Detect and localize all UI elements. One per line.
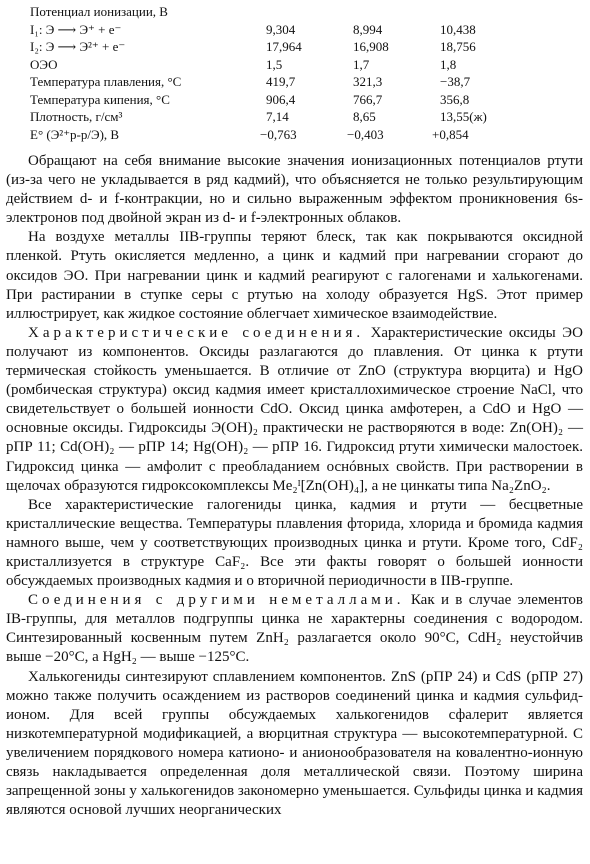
paragraph-text: Халькогениды синтезируют сплавлением компонентов. ZnS (рПР 24) и CdS (рПР 27) можно также получить осаждением из растворов соединений цинка и кадмия сульфид-ионом. Для всей группы обсуждаемых халькогенидов сфалерит является низкотемпературной модификацией, а вюрцитная структура — высокотемпературной. С увеличением порядкового номера катионо- и анионообразователя на ковалентно-ионную связь накладывается определенная доля металлической связи. Поэтому ширина запрещенной зоны у халькогенидов закономерно уменьшается. Сульфиды цинка и кадмия являются основой лучших неорганических	[6, 668, 583, 819]
zinc-value: −0,763	[260, 126, 297, 142]
mercury-value: 10,438	[440, 21, 476, 37]
zinc-value: 17,964	[266, 39, 302, 54]
paragraph	[6, 496, 583, 591]
zinc-value: 9,304	[266, 21, 296, 37]
row-label: Температура плавления, °С	[30, 74, 182, 89]
zinc-value: 906,4	[266, 91, 296, 107]
mercury-value: +0,854	[432, 126, 469, 142]
row-label: Температура кипения, °С	[30, 91, 170, 107]
row-label: ОЭО	[30, 56, 58, 72]
paragraph	[6, 591, 583, 667]
paragraph-text: Характеристические оксиды ЭО получают из компонентов. Оксиды разлагаются до плавления. От цинка к ртути термическая стойкость уменьшается. В отличие от ZnO (структура вюрцита) и HgO (ромбическая структура) оксид кадмия имеет кристаллохимическое строение NaCl, что свидетельствует о большей ионности CdO. Оксид цинка амфотерен, а CdO и HgO — основные оксиды. Гидроксиды Э(OH)₂ практически не растворяются в воде: Zn(OH)₂ — рПР 11; Cd(OH)₂ — рПР 14; Hg(OH)₂ — рПР 16. Гидроксид ртути химически малостоек. Гидроксид цинка — амфолит с преобладанием оснóвных свойств. При растворении в щелочах образуются гидроксокомплексы Me₂ᴵ[Zn(OH)₄], а не цинкаты типа Na₂ZnO₂.	[6, 324, 583, 494]
body-text	[6, 152, 583, 820]
cadmium-value: 321,3	[353, 74, 383, 89]
cadmium-value: 1,7	[353, 56, 370, 72]
zinc-value: 1,5	[266, 56, 283, 72]
cadmium-value: 8,65	[353, 109, 376, 124]
paragraph	[6, 228, 583, 323]
paragraph	[6, 668, 583, 821]
zinc-value: 419,7	[266, 74, 296, 89]
mercury-value: 1,8	[440, 56, 457, 72]
mercury-value: 356,8	[440, 91, 470, 107]
cadmium-value: 8,994	[353, 21, 383, 37]
row-label: I₂: Э ⟶ Э²⁺ + e⁻	[30, 39, 126, 54]
cadmium-value: 766,7	[353, 91, 383, 107]
cadmium-value: −0,403	[347, 126, 384, 142]
section-heading: Характеристические соединения.	[28, 324, 365, 341]
section-heading: Соединения с другими неметаллами.	[28, 592, 405, 609]
row-label: Потенциал ионизации, В	[30, 4, 168, 19]
paragraph-text: Все характеристические галогениды цинка, кадмия и ртути — бесцветные кристаллические вещества. Температуры плавления фторида, хлорида и бромида кадмия намного выше, чем у соответствующих производных цинка и ртути. Кроме того, CdF₂ кристаллизуется в структуре CaF₂. Все эти факты говорят о большей ионности обсуждаемых производных кадмия и о вторичной периодичности в IIB-группе.	[6, 496, 583, 590]
paragraph-text: Как и в случае элементов IB-группы, для металлов подгруппы цинка не характерны соединения с водородом. Синтезированный косвенным путем ZnH₂ разлагается около 90°С, CdH₂ неустойчив выше −20°С, а HgH₂ — выше −125°С.	[6, 592, 583, 666]
row-label: E° (Э²⁺р-р/Э), В	[30, 126, 120, 142]
paragraph-text: На воздухе металлы IIB-группы теряют блеск, так как покрываются оксидной пленкой. Ртуть окисляется медленно, а цинк и кадмий при нагревании сгорают до оксидов ЭО. При нагревании цинк и кадмий реагируют с галогенами и халькогенами. При растирании в ступке серы с ртутью на холоду образуется HgS. Этот пример иллюстрирует, как жидкое состояние облегчает химическое взаимодействие.	[6, 229, 583, 322]
paragraph	[6, 152, 583, 228]
mercury-value: 18,756	[440, 39, 476, 54]
row-label: I₁: Э ⟶ Э⁺ + e⁻	[30, 21, 122, 37]
mercury-value: −38,7	[440, 74, 471, 89]
cadmium-value: 16,908	[353, 39, 389, 54]
paragraph-text: Обращают на себя внимание высокие значения ионизационных потенциалов ртути (из-за чего не укладывается в ряд кадмий), что объясняется не только результирующим действием d- и f-контракции, но и сильно выраженным эффектом проникновения 6s-электронов под двойной экран из d- и f-электронных облаков.	[6, 153, 583, 227]
row-label: Плотность, г/см³	[30, 109, 123, 124]
zinc-value: 7,14	[266, 109, 289, 124]
mercury-value: 13,55(ж)	[440, 109, 487, 124]
paragraph	[6, 324, 583, 496]
